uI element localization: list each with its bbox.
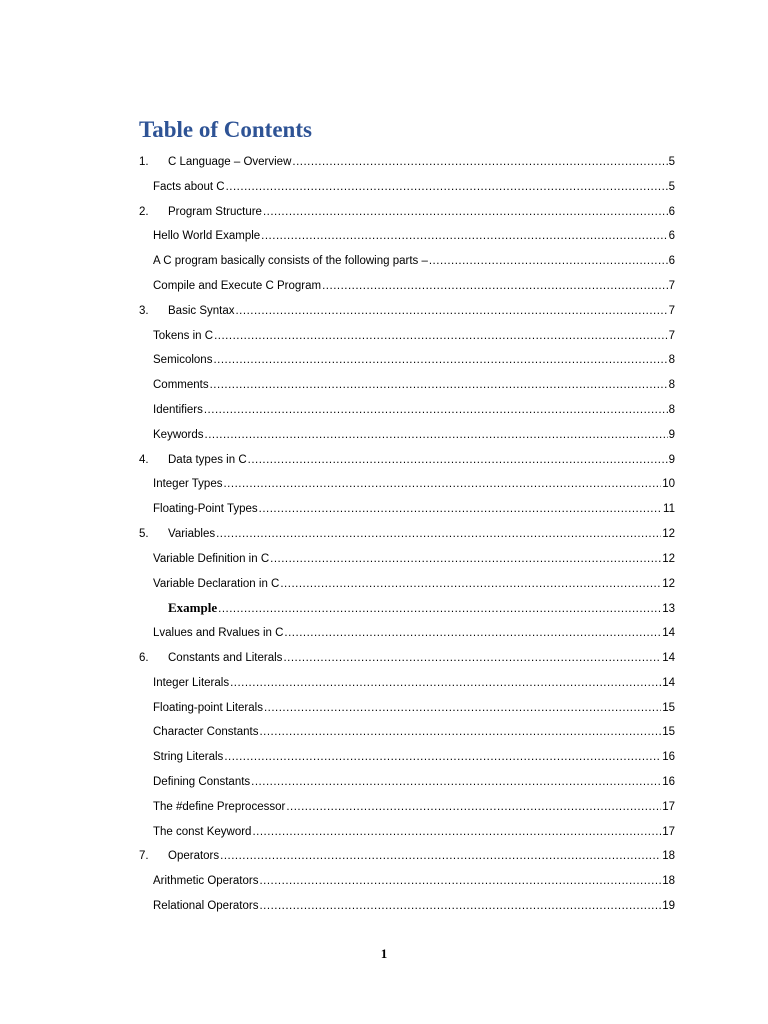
- toc-entry-label: Variable Declaration in C: [153, 577, 280, 590]
- toc-entry-label: Hello World Example: [153, 230, 261, 243]
- toc-dot-leader: [280, 572, 661, 597]
- toc-entry-label: Keywords: [153, 428, 204, 441]
- toc-title: Table of Contents: [139, 117, 312, 142]
- toc-entry-label: Example: [168, 600, 218, 616]
- toc-entry[interactable]: [139, 596, 675, 621]
- toc-entry[interactable]: [139, 448, 675, 473]
- toc-entry-label: A C program basically consists of the following parts –: [153, 255, 428, 268]
- toc-entry-label: Program Structure: [168, 205, 262, 218]
- toc-entry[interactable]: [139, 572, 675, 597]
- toc-dot-leader: [220, 844, 661, 869]
- toc-entry-page: 19: [662, 899, 675, 912]
- toc-entry-page: 12: [662, 577, 675, 590]
- toc-entry[interactable]: [139, 671, 675, 696]
- toc-dot-leader: [205, 423, 668, 448]
- toc-entry-label: String Literals: [153, 751, 224, 764]
- toc-dot-leader: [214, 324, 668, 349]
- toc-entry-number: 2.: [139, 205, 149, 218]
- toc-entry-label: The #define Preprocessor: [153, 800, 286, 813]
- toc-entry[interactable]: [139, 274, 675, 299]
- toc-entry-label: Defining Constants: [153, 775, 251, 788]
- toc-entry-number: 3.: [139, 304, 149, 317]
- toc-entry-label: The const Keyword: [153, 825, 252, 838]
- toc-entry[interactable]: [139, 497, 675, 522]
- toc-entry-page: 17: [662, 825, 675, 838]
- toc-entry-label: Variable Definition in C: [153, 552, 270, 565]
- toc-entry-page: 5: [668, 180, 675, 193]
- toc-dot-leader: [259, 497, 662, 522]
- toc-entry[interactable]: [139, 894, 675, 919]
- toc-dot-leader: [224, 745, 661, 770]
- toc-entry-page: 13: [662, 603, 675, 616]
- toc-entry-label: Basic Syntax: [168, 304, 235, 317]
- toc-entry-page: 18: [662, 875, 675, 888]
- toc-entry-page: 7: [668, 279, 675, 292]
- toc-entry-label: Floating-point Literals: [153, 701, 263, 714]
- toc-entry-page: 16: [662, 751, 675, 764]
- toc-entry-page: 15: [662, 726, 675, 739]
- toc-entry-page: 6: [668, 255, 675, 268]
- toc-dot-leader: [259, 869, 661, 894]
- toc-entry[interactable]: [139, 522, 675, 547]
- toc-entry[interactable]: [139, 348, 675, 373]
- toc-entry-page: 14: [662, 627, 675, 640]
- toc-entry[interactable]: [139, 820, 675, 845]
- toc-entry-page: 6: [668, 205, 675, 218]
- toc-dot-leader: [286, 795, 661, 820]
- toc-entry-label: Facts about C: [153, 180, 225, 193]
- toc-entry-page: 18: [662, 850, 675, 863]
- toc-dot-leader: [248, 448, 668, 473]
- toc-entry-label: Relational Operators: [153, 899, 259, 912]
- toc-entry[interactable]: [139, 324, 675, 349]
- toc-dot-leader: [210, 373, 668, 398]
- toc-entry-page: 11: [663, 503, 675, 516]
- toc-entry-label: Arithmetic Operators: [153, 875, 259, 888]
- toc-dot-leader: [429, 249, 668, 274]
- page-number: 1: [380, 946, 388, 961]
- toc-dot-leader: [259, 894, 661, 919]
- toc-entry[interactable]: [139, 646, 675, 671]
- toc-entry-label: Integer Literals: [153, 676, 230, 689]
- toc-entry-page: 15: [662, 701, 675, 714]
- toc-entry-page: 14: [662, 676, 675, 689]
- toc-dot-leader: [261, 224, 667, 249]
- toc-entry[interactable]: [139, 795, 675, 820]
- toc-entry[interactable]: [139, 869, 675, 894]
- toc-entry[interactable]: [139, 150, 675, 175]
- toc-entry-number: 5.: [139, 527, 149, 540]
- toc-dot-leader: [264, 696, 661, 721]
- toc-entry-number: 7.: [139, 850, 149, 863]
- toc-entry-page: 17: [662, 800, 675, 813]
- toc-dot-leader: [283, 646, 661, 671]
- toc-entry-page: 16: [662, 775, 675, 788]
- toc-dot-leader: [292, 150, 667, 175]
- toc-entry-label: Compile and Execute C Program: [153, 279, 322, 292]
- toc-entry-page: 7: [668, 329, 675, 342]
- toc-dot-leader: [235, 299, 667, 324]
- toc-dot-leader: [252, 820, 661, 845]
- toc-entry[interactable]: [139, 720, 675, 745]
- toc-entry-page: 8: [668, 379, 675, 392]
- toc-entry-page: 8: [668, 403, 675, 416]
- toc-dot-leader: [213, 348, 667, 373]
- toc-dot-leader: [284, 621, 661, 646]
- toc-entry[interactable]: [139, 398, 675, 423]
- toc-dot-leader: [263, 200, 668, 225]
- toc-entry-label: Character Constants: [153, 726, 259, 739]
- toc-entry-label: Constants and Literals: [168, 651, 283, 664]
- toc-dot-leader: [223, 472, 661, 497]
- toc-entry-page: 6: [668, 230, 675, 243]
- toc-entry-number: 1.: [139, 156, 149, 168]
- toc-dot-leader: [218, 597, 661, 622]
- toc-entry[interactable]: [139, 770, 675, 795]
- toc-entry[interactable]: [139, 745, 675, 770]
- toc-entry[interactable]: [139, 696, 675, 721]
- toc-dot-leader: [226, 175, 668, 200]
- toc-entry-label: Identifiers: [153, 403, 203, 416]
- toc-entry[interactable]: [139, 472, 675, 497]
- toc-list: [139, 150, 675, 919]
- toc-dot-leader: [216, 522, 661, 547]
- toc-entry-page: 12: [662, 527, 675, 540]
- toc-entry[interactable]: [139, 200, 675, 225]
- toc-entry-page: 10: [662, 478, 675, 491]
- toc-entry[interactable]: [139, 299, 675, 324]
- toc-entry-label: Lvalues and Rvalues in C: [153, 627, 284, 640]
- toc-entry-page: 5: [668, 156, 675, 168]
- toc-entry-page: 9: [668, 428, 675, 441]
- toc-dot-leader: [322, 274, 667, 299]
- toc-entry-label: C Language – Overview: [168, 156, 292, 168]
- toc-dot-leader: [230, 671, 661, 696]
- toc-entry-label: Comments: [153, 379, 209, 392]
- toc-entry[interactable]: [139, 249, 675, 274]
- toc-entry[interactable]: [139, 373, 675, 398]
- toc-entry-label: Floating-Point Types: [153, 503, 258, 516]
- toc-entry-label: Operators: [168, 850, 220, 863]
- toc-dot-leader: [251, 770, 661, 795]
- toc-entry[interactable]: [139, 224, 675, 249]
- toc-entry[interactable]: [139, 423, 675, 448]
- toc-entry[interactable]: [139, 844, 675, 869]
- toc-dot-leader: [204, 398, 668, 423]
- toc-entry-label: Variables: [168, 527, 216, 540]
- toc-entry-number: 4.: [139, 453, 149, 466]
- toc-entry-label: Integer Types: [153, 478, 223, 491]
- toc-dot-leader: [270, 547, 661, 572]
- toc-entry[interactable]: [139, 547, 675, 572]
- toc-entry[interactable]: [139, 175, 675, 200]
- toc-entry-page: 7: [668, 304, 675, 317]
- toc-entry[interactable]: [139, 621, 675, 646]
- toc-entry-number: 6.: [139, 651, 149, 664]
- toc-entry-page: 14: [662, 651, 675, 664]
- toc-entry-page: 12: [662, 552, 675, 565]
- toc-entry-label: Semicolons: [153, 354, 213, 367]
- toc-entry-label: Data types in C: [168, 453, 247, 466]
- toc-entry-page: 8: [668, 354, 675, 367]
- toc-entry-page: 9: [668, 453, 675, 466]
- toc-dot-leader: [259, 720, 661, 745]
- toc-entry-label: Tokens in C: [153, 329, 214, 342]
